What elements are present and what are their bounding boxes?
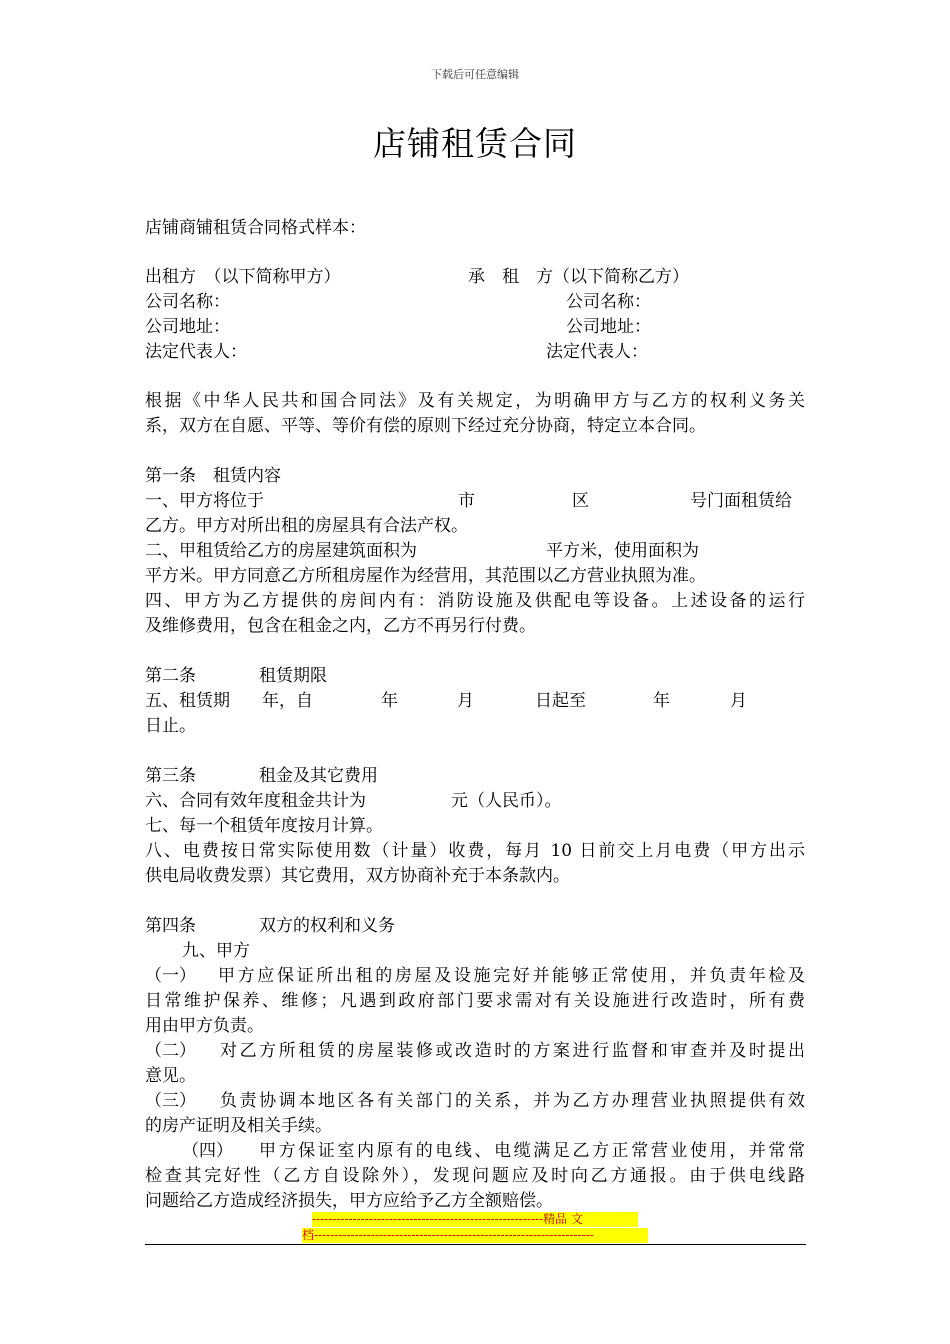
article-3-item-7: 七、每一个租赁年度按月计算。 bbox=[145, 816, 383, 836]
lessee-label: 承 租 方（以下简称乙方） bbox=[468, 267, 689, 287]
clause-1-line-3: 用由甲方负责。 bbox=[145, 1016, 264, 1036]
clause-4-line-1: 甲方保证室内原有的电线、电缆满足乙方正常营业使用，并常常 bbox=[259, 1141, 805, 1161]
clause-4-line-3: 问题给乙方造成经济损失，甲方应给予乙方全额赔偿。 bbox=[145, 1191, 553, 1211]
article-1-item-2-b: 平方米，使用面积为 bbox=[546, 541, 699, 561]
article-2-item-5-end-month: 月 bbox=[730, 691, 747, 711]
footer-watermark-line-2: 档--------------------------------------------------------------------- bbox=[302, 1228, 648, 1243]
article-2-item-5: 五、租赁期 bbox=[145, 691, 230, 711]
clause-2-label: （二） bbox=[145, 1041, 196, 1061]
article-3-item-8-line-1: 八、电费按日常实际使用数（计量）收费，每月 10 日前交上月电费（甲方出示 bbox=[145, 841, 805, 861]
article-4-heading: 第四条 bbox=[145, 916, 196, 936]
article-2-item-5-line-2: 日止。 bbox=[145, 716, 196, 736]
article-4-heading-title: 双方的权利和义务 bbox=[259, 916, 395, 936]
article-3-heading-title: 租金及其它费用 bbox=[259, 766, 378, 786]
legal-rep-b: 法定代表人： bbox=[546, 342, 648, 362]
footer-rule bbox=[145, 1244, 806, 1245]
preamble-line-1: 根据《中华人民共和国合同法》及有关规定，为明确甲方与乙方的权利义务关 bbox=[145, 391, 805, 411]
article-2-heading: 第二条 bbox=[145, 666, 196, 686]
intro-line: 店铺商铺租赁合同格式样本： bbox=[145, 218, 366, 238]
article-2-item-5-start-year: 年 bbox=[381, 691, 398, 711]
article-2-item-5-end-year: 年 bbox=[653, 691, 670, 711]
clause-1-line-1: 甲方应保证所出租的房屋及设施完好并能够正常使用，并负责年检及 bbox=[218, 966, 805, 986]
clause-3-line-2: 的房产证明及相关手续。 bbox=[145, 1116, 332, 1136]
article-1-heading: 第一条 租赁内容 bbox=[145, 466, 281, 486]
clause-1-line-2: 日常维护保养、维修；凡遇到政府部门要求需对有关设施进行改造时，所有费 bbox=[145, 991, 805, 1011]
clause-3-label: （三） bbox=[145, 1091, 196, 1111]
article-1-item-1-district: 区 bbox=[572, 491, 589, 511]
article-1-item-1: 一、甲方将位于 bbox=[145, 491, 264, 511]
lessor-label: 出租方 （以下简称甲方） bbox=[145, 267, 341, 287]
article-2-item-5-years: 年，自 bbox=[262, 691, 313, 711]
article-1-item-2: 二、甲租赁给乙方的房屋建筑面积为 bbox=[145, 541, 417, 561]
article-1-item-1-city: 市 bbox=[458, 491, 475, 511]
legal-rep-a: 法定代表人： bbox=[145, 342, 247, 362]
article-3-item-8-line-2: 供电局收费发票）其它费用，双方协商补充于本条款内。 bbox=[145, 866, 570, 886]
article-2-heading-title: 租赁期限 bbox=[259, 666, 327, 686]
company-address-b: 公司地址： bbox=[566, 317, 651, 337]
company-name-b: 公司名称： bbox=[566, 292, 651, 312]
clause-4-label: （四） bbox=[182, 1141, 233, 1161]
preamble-line-2: 系，双方在自愿、平等、等价有偿的原则下经过充分协商，特定立本合同。 bbox=[145, 416, 706, 436]
clause-2-line-1: 对乙方所租赁的房屋装修或改造时的方案进行监督和审查并及时提出 bbox=[220, 1041, 805, 1061]
document-title: 店铺租赁合同 bbox=[373, 124, 577, 163]
page-header-note: 下载后可任意编辑 bbox=[431, 68, 519, 81]
article-3-item-6-b: 元（人民币）。 bbox=[451, 791, 562, 811]
article-3-heading: 第三条 bbox=[145, 766, 196, 786]
article-2-item-5-start-month: 月 bbox=[457, 691, 474, 711]
company-address-a: 公司地址： bbox=[145, 317, 230, 337]
article-1-item-4-line-2: 及维修费用，包含在租金之内，乙方不再另行付费。 bbox=[145, 616, 536, 636]
clause-1-label: （一） bbox=[145, 966, 196, 986]
article-1-item-2-line-2: 平方米。甲方同意乙方所租房屋作为经营用，其范围以乙方营业执照为准。 bbox=[145, 566, 706, 586]
article-1-item-4-line-1: 四、甲方为乙方提供的房间内有：消防设施及供配电等设备。上述设备的运行 bbox=[145, 591, 805, 611]
clause-4-line-2: 检查其完好性（乙方自设除外），发现问题应及时向乙方通报。由于供电线路 bbox=[145, 1166, 805, 1186]
article-1-item-1-line-2: 乙方。甲方对所出租的房屋具有合法产权。 bbox=[145, 516, 468, 536]
article-3-item-6: 六、合同有效年度租金共计为 bbox=[145, 791, 366, 811]
article-4-item-9: 九、甲方 bbox=[182, 941, 250, 961]
article-2-item-5-start-day: 日起至 bbox=[535, 691, 586, 711]
footer-watermark-line-1: ---------------------------------------------------------精品 文 bbox=[312, 1212, 638, 1227]
clause-3-line-1: 负责协调本地区各有关部门的关系，并为乙方办理营业执照提供有效 bbox=[220, 1091, 805, 1111]
clause-2-line-2: 意见。 bbox=[145, 1066, 196, 1086]
company-name-a: 公司名称： bbox=[145, 292, 230, 312]
article-1-item-1-tail: 号门面租赁给 bbox=[690, 491, 792, 511]
